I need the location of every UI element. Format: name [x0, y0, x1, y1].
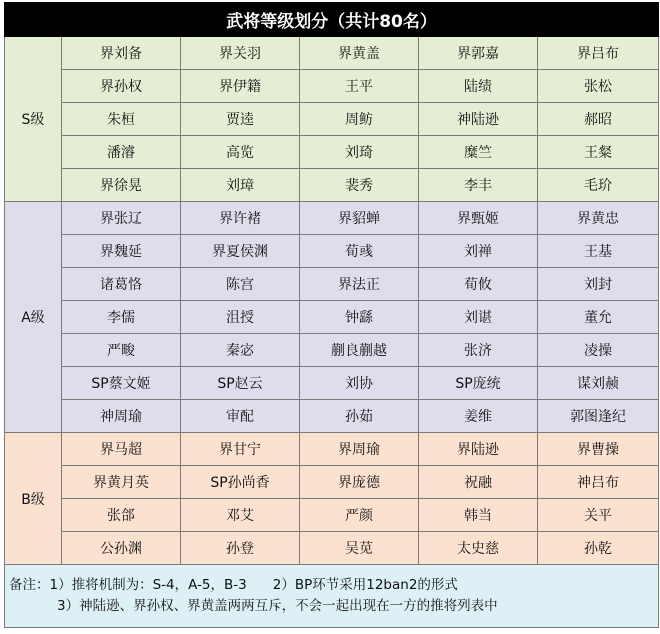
general-cell: 张济: [419, 334, 538, 367]
general-cell: 郭图逢纪: [538, 400, 659, 433]
general-cell: 界夏侯渊: [181, 235, 300, 268]
general-cell: 孙登: [181, 532, 300, 565]
general-cell: 陆绩: [419, 70, 538, 103]
general-cell: 界黄盖: [300, 37, 419, 70]
general-cell: 孙茹: [300, 400, 419, 433]
general-cell: 神吕布: [538, 466, 659, 499]
note-item-1: 1）推将机制为：S-4，A-5，B-3: [49, 577, 247, 593]
table-row: [5, 235, 659, 268]
general-cell: 郝昭: [538, 103, 659, 136]
general-cell: 界周瑜: [300, 433, 419, 466]
general-cell: 王基: [538, 235, 659, 268]
general-cell: SP庞统: [419, 367, 538, 400]
table-row: [5, 169, 659, 202]
general-cell: 界貂蝉: [300, 202, 419, 235]
general-cell: 神周瑜: [62, 400, 181, 433]
general-cell: 界魏延: [62, 235, 181, 268]
notes-prefix: 备注：: [9, 577, 50, 593]
general-cell: 王平: [300, 70, 419, 103]
table-row: [5, 103, 659, 136]
general-cell: 凌操: [538, 334, 659, 367]
general-cell: 李儒: [62, 301, 181, 334]
table-row: [5, 301, 659, 334]
general-cell: 审配: [181, 400, 300, 433]
table-row: [5, 334, 659, 367]
general-cell: 王粲: [538, 136, 659, 169]
general-cell: 界徐晃: [62, 169, 181, 202]
general-cell: 严颜: [300, 499, 419, 532]
tier-table: [4, 2, 659, 628]
general-cell: 蒯良蒯越: [300, 334, 419, 367]
general-cell: 界许褚: [181, 202, 300, 235]
table-row: [5, 268, 659, 301]
general-cell: 邓艾: [181, 499, 300, 532]
general-cell: 严畯: [62, 334, 181, 367]
general-cell: 公孙渊: [62, 532, 181, 565]
general-cell: SP孙尚香: [181, 466, 300, 499]
general-cell: 界陆逊: [419, 433, 538, 466]
general-cell: 界关羽: [181, 37, 300, 70]
general-cell: 界甄姬: [419, 202, 538, 235]
tier-label: A级: [5, 202, 62, 433]
general-cell: 界黄忠: [538, 202, 659, 235]
general-cell: 刘协: [300, 367, 419, 400]
general-cell: 贾逵: [181, 103, 300, 136]
general-cell: 秦宓: [181, 334, 300, 367]
general-cell: 沮授: [181, 301, 300, 334]
general-cell: SP赵云: [181, 367, 300, 400]
general-cell: 毛玠: [538, 169, 659, 202]
general-cell: 祝融: [419, 466, 538, 499]
table-title: 武将等级划分（共计80名）: [5, 3, 659, 37]
tier-label: S级: [5, 37, 62, 202]
general-cell: 董允: [538, 301, 659, 334]
table-row: [5, 136, 659, 169]
general-cell: 钟繇: [300, 301, 419, 334]
general-cell: 界吕布: [538, 37, 659, 70]
tier-label: B级: [5, 433, 62, 565]
table-row: [5, 466, 659, 499]
general-cell: 朱桓: [62, 103, 181, 136]
general-cell: 界法正: [300, 268, 419, 301]
general-cell: 陈宫: [181, 268, 300, 301]
tier-table-body: [5, 37, 659, 565]
general-cell: 界郭嘉: [419, 37, 538, 70]
table-row: [5, 37, 659, 70]
general-cell: 裴秀: [300, 169, 419, 202]
general-cell: 界甘宁: [181, 433, 300, 466]
general-cell: 太史慈: [419, 532, 538, 565]
general-cell: 界伊籍: [181, 70, 300, 103]
note-item-2: 2）BP环节采用12ban2的形式: [272, 577, 458, 593]
table-row: [5, 400, 659, 433]
general-cell: 界马超: [62, 433, 181, 466]
general-cell: 界刘备: [62, 37, 181, 70]
general-cell: 糜竺: [419, 136, 538, 169]
table-row: [5, 499, 659, 532]
general-cell: 高览: [181, 136, 300, 169]
general-cell: 界曹操: [538, 433, 659, 466]
general-cell: 刘谌: [419, 301, 538, 334]
general-cell: 界庞德: [300, 466, 419, 499]
general-cell: 诸葛恪: [62, 268, 181, 301]
general-cell: 潘濬: [62, 136, 181, 169]
general-cell: 孙乾: [538, 532, 659, 565]
general-cell: 姜维: [419, 400, 538, 433]
general-cell: 界黄月英: [62, 466, 181, 499]
general-cell: 刘封: [538, 268, 659, 301]
general-cell: 神陆逊: [419, 103, 538, 136]
general-cell: 荀彧: [300, 235, 419, 268]
general-cell: 界张辽: [62, 202, 181, 235]
table-row: [5, 367, 659, 400]
general-cell: 周鲂: [300, 103, 419, 136]
table-row: [5, 70, 659, 103]
general-cell: 关平: [538, 499, 659, 532]
general-cell: 李丰: [419, 169, 538, 202]
general-cell: 张松: [538, 70, 659, 103]
general-cell: 界孙权: [62, 70, 181, 103]
general-cell: 刘璋: [181, 169, 300, 202]
note-item-3: 3）神陆逊、界孙权、界黄盖两两互斥，不会一起出现在一方的推将列表中: [57, 598, 498, 614]
general-cell: 吴苋: [300, 532, 419, 565]
general-cell: 韩当: [419, 499, 538, 532]
general-cell: 张郃: [62, 499, 181, 532]
table-row: [5, 532, 659, 565]
notes-cell: [5, 565, 659, 628]
general-cell: SP蔡文姬: [62, 367, 181, 400]
table-row: [5, 433, 659, 466]
table-row: [5, 202, 659, 235]
general-cell: 荀攸: [419, 268, 538, 301]
general-cell: 刘禅: [419, 235, 538, 268]
general-cell: 刘琦: [300, 136, 419, 169]
general-cell: 谋刘赪: [538, 367, 659, 400]
